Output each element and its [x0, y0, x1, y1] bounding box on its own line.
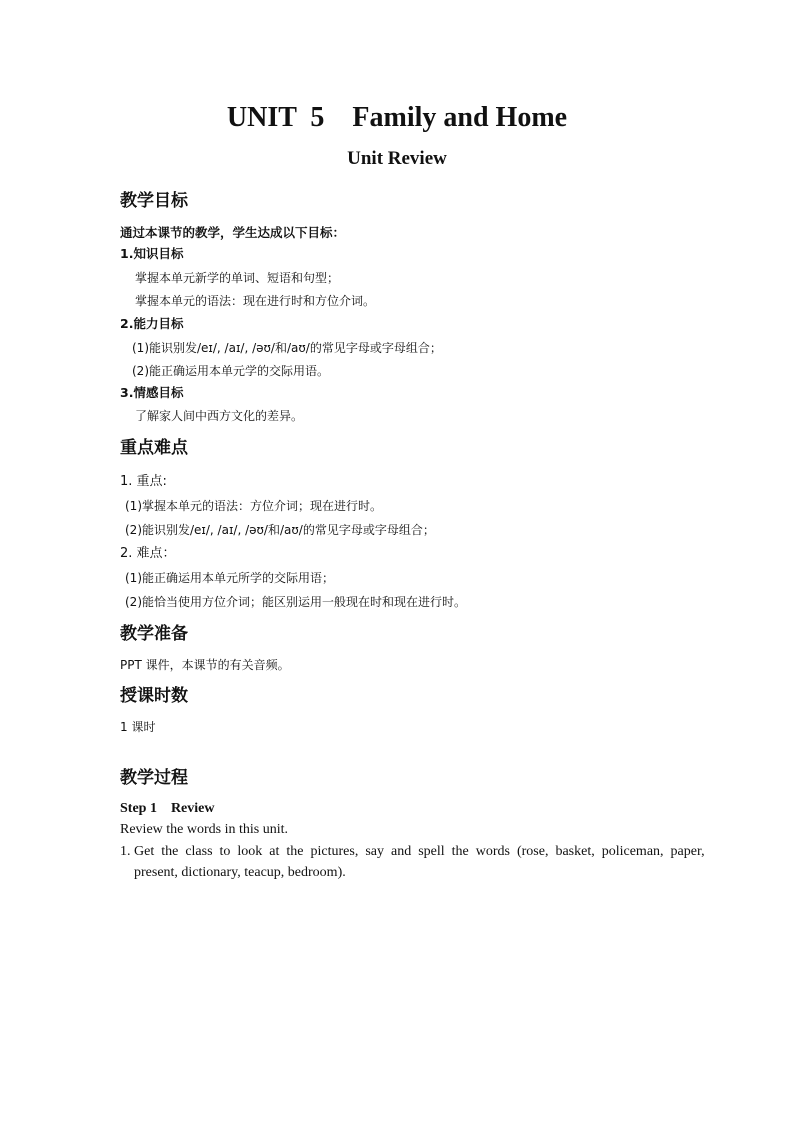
- hours-heading: 授课时数: [120, 686, 188, 706]
- knowledge-item: 掌握本单元的语法：现在进行时和方位介词。: [135, 294, 376, 308]
- focus-item: (2)能识别发/eɪ/, /aɪ/, /əʊ/和/aʊ/的常见字母或字母组合；: [125, 523, 435, 537]
- step-item-line: 1. Get the class to look at the pictures, say and spell the words (rose, basket, policeman, paper,: [120, 844, 705, 859]
- preparation-text: PPT 课件，本课节的有关音频。: [120, 658, 290, 672]
- difficulty-label: 2. 难点：: [120, 546, 176, 561]
- preparation-heading: 教学准备: [120, 624, 188, 644]
- focus-label: 1. 重点:: [120, 474, 167, 489]
- step-title: Step 1 Review: [120, 801, 215, 816]
- difficulty-item: (2)能恰当使用方位介词；能区别运用一般现在时和现在进行时。: [125, 595, 467, 609]
- ability-item: (2)能正确运用本单元学的交际用语。: [132, 364, 329, 378]
- step-item-line: present, dictionary, teacup, bedroom).: [134, 865, 346, 880]
- ability-label: 2.能力目标: [120, 316, 184, 331]
- knowledge-item: 掌握本单元新学的单词、短语和句型；: [135, 271, 340, 285]
- unit-title: UNIT 5 Family and Home: [226, 102, 568, 133]
- objectives-heading: 教学目标: [120, 191, 188, 211]
- emotion-item: 了解家人间中西方文化的差异。: [135, 409, 304, 423]
- ability-item: (1)能识别发/eɪ/, /aɪ/, /əʊ/和/aʊ/的常见字母或字母组合；: [132, 341, 442, 355]
- knowledge-label: 1.知识目标: [120, 246, 184, 261]
- objectives-intro: 通过本课节的教学，学生达成以下目标：: [120, 225, 346, 240]
- step-intro: Review the words in this unit.: [120, 822, 288, 837]
- difficulty-item: (1)能正确运用本单元所学的交际用语；: [125, 571, 334, 585]
- unit-subtitle: Unit Review: [347, 148, 447, 169]
- hours-text: 1 课时: [120, 720, 156, 734]
- focus-item: (1)掌握本单元的语法：方位介词；现在进行时。: [125, 499, 382, 513]
- process-heading: 教学过程: [120, 768, 188, 788]
- emotion-label: 3.情感目标: [120, 385, 184, 400]
- key-points-heading: 重点难点: [120, 438, 188, 458]
